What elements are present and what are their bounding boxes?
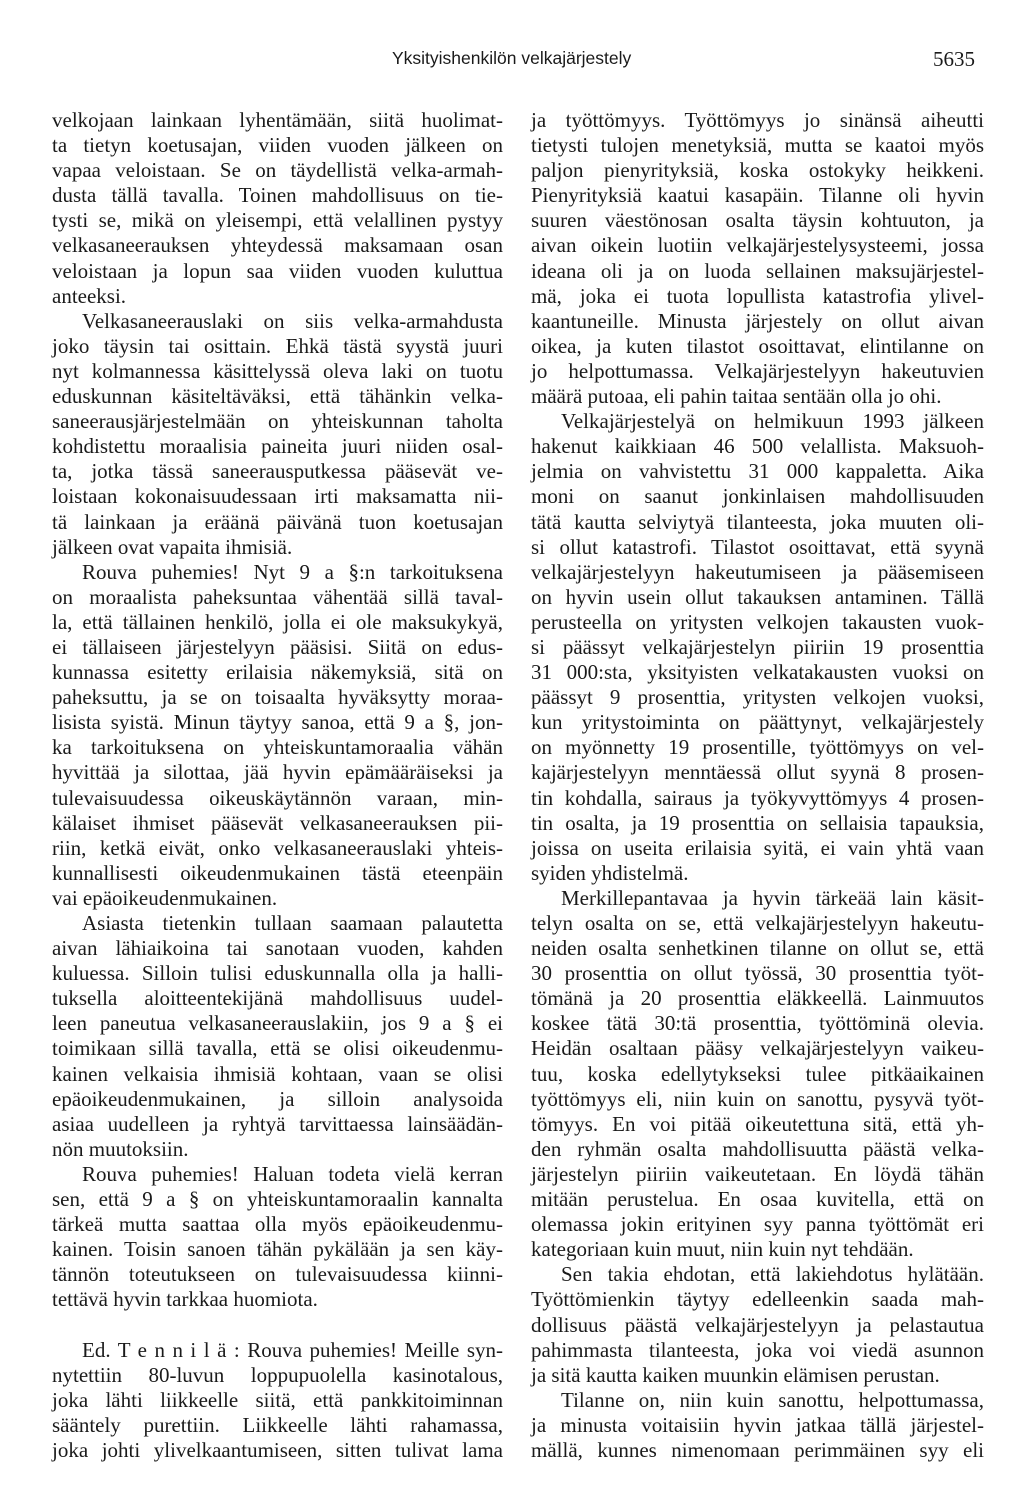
- text-line: tätä kautta selviytyä tilanteesta, joka muuten oli-: [531, 509, 984, 534]
- text-line: Tilanne on, niin kuin sanottu, helpottumassa,: [561, 1387, 984, 1412]
- text-line: Rouva puhemies! Nyt 9 a §:n tarkoituksena: [82, 559, 503, 584]
- text-line: joko täysin tai osittain. Ehkä tästä syystä juuri: [52, 333, 503, 358]
- text-line: tulevaisuudessa oikeuskäytännön varaan, min-: [52, 785, 503, 810]
- text-line: eduskunnan käsiteltäväksi, että tähänkin velka-: [52, 384, 503, 409]
- text-line: nön muutoksiin.: [52, 1136, 189, 1161]
- text-line: aivan lähiaikoina tai sanotaan vuoden, kahden: [52, 936, 503, 961]
- text-line: ja minusta voitaisiin hyvin jatkaa tällä järjestel-: [531, 1412, 984, 1437]
- text-line: Sen takia ehdotan, että lakiehdotus hylätään.: [561, 1262, 984, 1287]
- text-line: ideana oli ja on luoda sellainen maksujärjestel-: [531, 258, 984, 283]
- text-line: jo helpottumassa. Velkajärjestelyyn hakeutuvien: [531, 358, 984, 383]
- text-line: asiaa uudelleen ja ryhtyä tarvittaessa lainsäädän-: [52, 1111, 503, 1136]
- text-line: 31 000:sta, yksityisten velkatakausten vuoksi on: [531, 660, 984, 685]
- text-line: toimikaan sillä tavalla, että se olisi oikeudenmu-: [52, 1036, 503, 1061]
- text-line: kuluessa. Silloin tulisi eduskunnalla olla ja halli-: [52, 961, 503, 986]
- text-line: tuu, koska edellytykseksi tulee pitkäaikainen: [531, 1061, 984, 1086]
- text-line: velkasaneerauksen yhteydessä maksamaan osan: [52, 233, 503, 258]
- text-line: järjestelyn piiriin vaikeutetaan. En löydä tähän: [531, 1161, 984, 1186]
- text-line: syiden yhdistelmä.: [531, 860, 689, 885]
- text-line: on hyvin usein ollut takauksen antaminen. Tällä: [531, 584, 984, 609]
- text-line: mä, joka ei tuota lopullista katastrofia ylivel-: [531, 283, 984, 308]
- text-line: tietysti tulojen menetyksiä, mutta se kaatoi myös: [531, 133, 984, 158]
- text-line: koskee tätä 30:tä prosenttia, työttöminä olevia.: [531, 1011, 984, 1036]
- text-line: Merkillepantavaa ja hyvin tärkeää lain käsit-: [561, 885, 984, 910]
- text-line: joka johti ylivelkaantumiseen, sitten tulivat lama: [52, 1437, 503, 1462]
- text-line: tömänä ja 20 prosenttia eläkkeellä. Lainmuutos: [531, 986, 984, 1011]
- text-line: tuksella aloitteentekijänä mahdollisuus uudel-: [52, 986, 503, 1011]
- text-line: Velkasaneerauslaki on siis velka-armahdusta: [82, 308, 503, 333]
- text-line: aivan oikein luotiin velkajärjestelysysteemi, jossa: [531, 233, 984, 258]
- text-line: ta tietyn koetusajan, viiden vuoden jälkeen on: [52, 133, 503, 158]
- text-line: työttömyys eli, niin kuin on sanottu, pysyvä työt-: [531, 1086, 984, 1111]
- text-line: vapaa veloistaan. Se on täydellistä velka-armah-: [52, 158, 503, 183]
- text-line: tä lainkaan ja eräänä päivänä tuon koetusajan: [52, 509, 503, 534]
- text-line: neiden osalta senhetkinen tilanne on ollut se, että: [531, 936, 984, 961]
- text-line: 30 prosenttia on ollut työssä, 30 prosenttia työt-: [531, 961, 984, 986]
- text-line: si ollut katastrofi. Tilastot osoittavat, että syynä: [531, 534, 984, 559]
- text-line: on moraalista paheksuntaa vähentää sillä taval-: [52, 584, 503, 609]
- text-line: on myönnetty 19 prosentille, työttömyys on vel-: [531, 735, 984, 760]
- text-line: sääntely purettiin. Liikkeelle lähti rahamassa,: [52, 1412, 503, 1437]
- text-line: epäoikeudenmukainen, ja silloin analysoida: [52, 1086, 503, 1111]
- text-line: riin, ketkä eivät, onko velkasaneerauslaki yhteis-: [52, 835, 503, 860]
- text-line: lisista syistä. Minun täytyy sanoa, että 9 a §, jon-: [52, 710, 503, 735]
- text-line: veloistaan ja lopun saa viiden vuoden kuluttua: [52, 258, 503, 283]
- text-line: leen paneutua velkasaneerauslakiin, jos 9 a § ei: [52, 1011, 503, 1036]
- text-line: dollisuus päästä velkajärjestelyyn ja pelastautua: [531, 1312, 984, 1337]
- text-line: den ryhmän osalta mahdollisuutta päästä velka-: [531, 1136, 984, 1161]
- text-line: mitään perustelua. En osaa kuvitella, että on: [531, 1187, 984, 1212]
- text-line: sen, että 9 a § on yhteiskuntamoraalin kannalta: [52, 1187, 503, 1212]
- text-line: paljon pienyrityksiä, koska ostokyky heikkeni.: [531, 158, 984, 183]
- text-line: paheksuttu, ja se on toisaalta hyväksytty moraa-: [52, 685, 503, 710]
- text-line: Rouva puhemies! Haluan todeta vielä kerran: [82, 1161, 503, 1186]
- text-line: kun yritystoiminta on päättynyt, velkajärjestely: [531, 710, 984, 735]
- text-line: vai epäoikeudenmukainen.: [52, 885, 278, 910]
- text-line: jelmia on vahvistettu 31 000 kappaletta. Aika: [531, 459, 984, 484]
- text-line: kainen. Toisin sanoen tähän pykälään ja sen käy-: [52, 1237, 503, 1262]
- text-line: kategoriaan kuin muut, niin kuin nyt tehdään.: [531, 1237, 914, 1262]
- text-line: dusta tällä tavalla. Toinen mahdollisuus on tie-: [52, 183, 503, 208]
- text-line: anteeksi.: [52, 283, 127, 308]
- text-line: Ed. T e n n i l ä : Rouva puhemies! Meille syn-: [82, 1337, 503, 1362]
- text-line: mällä, kunnes nimenomaan perimmäinen syy eli: [531, 1437, 984, 1462]
- text-line: joissa on useita erilaisia syitä, ei vain yhtä vaan: [531, 835, 984, 860]
- text-line: suuren väestönosan osalta täysin kohtuuton, ja: [531, 208, 984, 233]
- text-line: loistaan kokonaisuudessaan irti maksamatta nii-: [52, 484, 503, 509]
- text-line: ta, jotka tässä saneerausputkessa pääsevät ve-: [52, 459, 503, 484]
- text-line: tin kohdalla, sairaus ja työkyvyttömyys 4 prosen-: [531, 785, 984, 810]
- text-line: saneerausjärjestelmään on yhteiskunnan taholta: [52, 409, 503, 434]
- text-line: tännön toteutukseen on tulevaisuudessa kiinni-: [52, 1262, 503, 1287]
- text-line: nytettiin 80-luvun loppupuolella kasinotalous,: [52, 1362, 503, 1387]
- text-line: ka tarkoituksena on yhteiskuntamoraalia vähän: [52, 735, 503, 760]
- text-line: hyvittää ja silottaa, jää hyvin epämääräiseksi ja: [52, 760, 503, 785]
- text-line: kainen velkaisia ihmisiä kohtaan, vaan se olisi: [52, 1061, 503, 1086]
- text-line: kunnallisesti oikeudenmukainen tästä eteenpäin: [52, 860, 503, 885]
- text-line: jälkeen ovat vapaita ihmisiä.: [52, 534, 293, 559]
- text-line: moni on saanut jonkinlaisen mahdollisuuden: [531, 484, 984, 509]
- text-line: kajärjestelyyn menntäessä ollut syynä 8 prosen-: [531, 760, 984, 785]
- text-line: si päässyt velkajärjestelyn piiriin 19 prosenttia: [531, 634, 984, 659]
- text-line: pahimmasta tilanteesta, joka voi viedä asunnon: [531, 1337, 984, 1362]
- text-line: olemassa jokin erityinen syy panna työttömät eri: [531, 1212, 984, 1237]
- text-line: tettävä hyvin tarkkaa huomiota.: [52, 1287, 318, 1312]
- text-line: perusteella on yritysten velkojen takausten vuok-: [531, 609, 984, 634]
- text-line: oikea, ja kuten tilastot osoittavat, elintilanne on: [531, 333, 984, 358]
- text-line: tin osalta, ja 19 prosenttia on sellaisia tapauksia,: [531, 810, 984, 835]
- text-line: nyt kolmannessa käsittelyssä oleva laki on tuotu: [52, 358, 503, 383]
- text-line: tysti se, mikä on yleisempi, että velallinen pystyy: [52, 208, 503, 233]
- text-line: Asiasta tietenkin tullaan saamaan palautetta: [82, 911, 503, 935]
- text-line: Velkajärjestelyä on helmikuun 1993 jälkeen: [561, 409, 984, 434]
- text-line: Heidän osaltaan pääsy velkajärjestelyyn vaikeu-: [531, 1036, 984, 1061]
- text-line: telyn osalta on se, että velkajärjestelyyn hakeutu-: [531, 911, 984, 935]
- text-line: Työttömienkin täytyy edelleenkin saada mah-: [531, 1287, 984, 1312]
- paragraph-gap: [52, 1313, 503, 1338]
- text-line: Pienyrityksiä kaatui kasapäin. Tilanne oli hyvin: [531, 183, 984, 208]
- right-text-column: [531, 108, 984, 1463]
- text-line: määrä putoaa, eli pahin taitaa sentään olla jo ohi.: [531, 384, 942, 409]
- left-text-column: [52, 108, 503, 1463]
- text-line: ei tällaiseen järjestelyyn pääsisi. Siitä on edus-: [52, 634, 503, 659]
- text-line: tömyys. En voi pitää oikeutettuna sitä, että yh-: [531, 1111, 984, 1136]
- text-line: velkajärjestelyyn hakeutumiseen ja pääsemiseen: [531, 559, 984, 584]
- text-line: la, että tällainen henkilö, jolla ei ole maksukykyä,: [52, 609, 503, 634]
- text-line: velkojaan lainkaan lyhentämään, siitä huolimat-: [52, 108, 503, 132]
- text-line: ja työttömyys. Työttömyys jo sinänsä aiheutti: [531, 108, 984, 132]
- text-line: kälaiset ihmiset pääsevät velkasaneerauksen pii-: [52, 810, 503, 835]
- page-header: [0, 44, 1024, 76]
- text-line: päässyt 9 prosenttia, yritysten velkojen vuoksi,: [531, 685, 984, 710]
- text-line: ja sitä kautta kaiken muunkin elämisen perustan.: [531, 1362, 940, 1387]
- running-title: Yksityishenkilön velkajärjestely: [392, 48, 632, 68]
- text-line: kunnassa esitetty erilaisia näkemyksiä, sitä on: [52, 660, 503, 685]
- text-line: kaantuneille. Minusta järjestely on ollut aivan: [531, 308, 984, 333]
- text-line: tärkeä mutta saattaa olla myös epäoikeudenmu-: [52, 1212, 503, 1237]
- page-number: 5635: [933, 47, 975, 71]
- text-line: joka lähti liikkeelle siitä, että pankkitoiminnan: [52, 1387, 503, 1412]
- text-line: kohdistettu moraalisia paineita juuri niiden osal-: [52, 434, 503, 459]
- text-line: hakenut kaikkiaan 46 500 velallista. Maksuoh-: [531, 434, 984, 459]
